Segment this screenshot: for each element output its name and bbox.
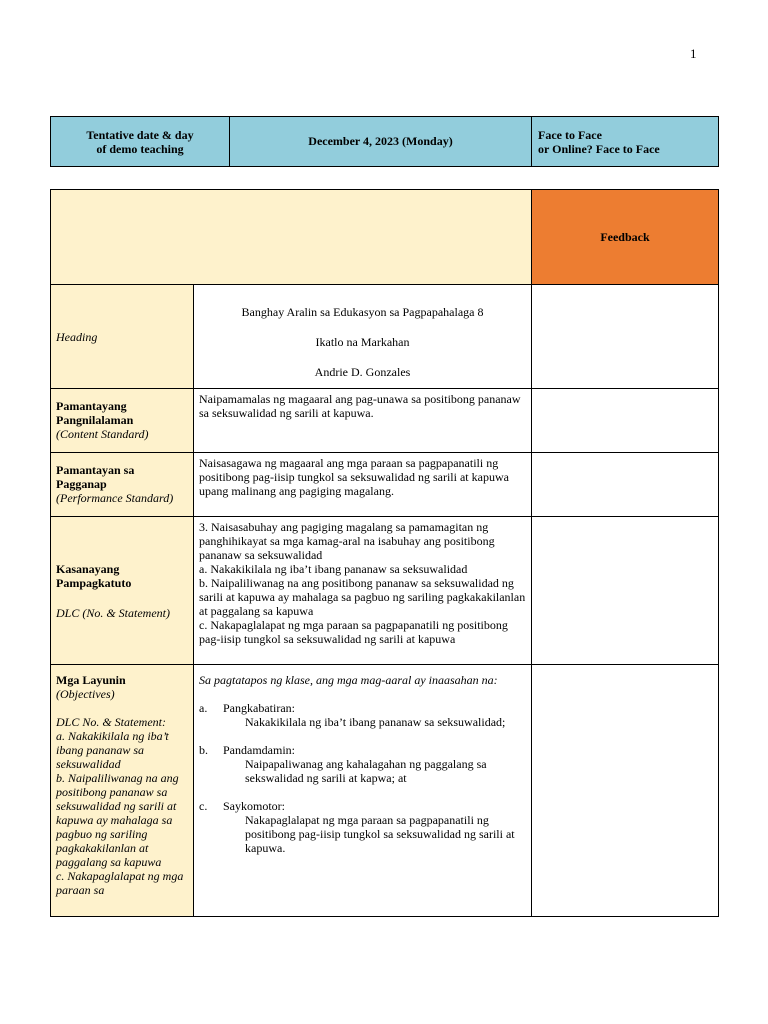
objective-item-cognitive	[199, 701, 526, 729]
demo-mode-line1: Face to Face	[538, 127, 602, 142]
heading-row	[51, 285, 719, 389]
objective-title: Pandamdamin:	[223, 743, 295, 757]
performance-standard-feedback	[532, 453, 719, 517]
content-standard-row	[51, 389, 719, 453]
page-number: 1	[690, 46, 697, 61]
performance-standard-label	[51, 453, 194, 517]
objectives-subtitle: (Objectives)	[56, 687, 115, 701]
content-standard-feedback	[532, 389, 719, 453]
dlc-feedback	[532, 517, 719, 665]
content-standard-text: Naipamamalas ng magaaral ang pag-unawa sa positibong pananaw sa seksuwalidad ng sarili at kapuwa.	[194, 389, 532, 453]
demo-date-label	[51, 117, 230, 167]
objectives-dlc-detail: DLC No. & Statement: a. Nakakikilala ng iba’t ibang pananaw sa seksuwalidad b. Naipaliliwanag na ang positibong pananaw sa seksuwalidad ng sarili at kapuwa ay mahalaga sa pagbuo ng sariling pagkakakilanlan at paggalang sa kapuwa c. Nakapaglalapat ng mga paraan sa	[56, 715, 184, 897]
demo-mode	[532, 117, 719, 167]
performance-standard-title: Pamantayan sa Pagganap	[56, 463, 135, 491]
dlc-row	[51, 517, 719, 665]
objectives-title: Mga Layunin	[56, 673, 126, 687]
performance-standard-subtitle: (Performance Standard)	[56, 491, 174, 505]
objective-letter: b.	[199, 743, 208, 757]
heading-line-quarter: Ikatlo na Markahan	[315, 335, 410, 349]
dlc-line: a. Nakakikilala ng iba’t ibang pananaw sa seksuwalidad	[199, 562, 468, 576]
demo-date-label-line1: Tentative date & day	[86, 127, 194, 142]
objective-item-affective	[199, 743, 526, 785]
dlc-content	[194, 517, 532, 665]
dlc-line: b. Naipaliliwanag na ang positibong pananaw sa seksuwalidad ng sarili at kapuwa ay mahalaga sa pagbuo ng sariling pagkakakilanlan at paggalang sa kapuwa	[199, 576, 526, 618]
heading-line-author: Andrie D. Gonzales	[314, 365, 411, 379]
demo-mode-line2: or Online? Face to Face	[538, 141, 660, 156]
feedback-header: Feedback	[532, 190, 719, 285]
content-standard-title: Pamantayang Pangnilalaman	[56, 399, 134, 427]
objective-letter: c.	[199, 799, 208, 813]
dlc-line: c. Nakapaglalapat ng mga paraan sa pagpapanatili ng positibong pag-iisip tungkol sa seksuwalidad ng sarili at kapuwa	[199, 618, 508, 646]
header-blank-cell	[51, 190, 532, 285]
dlc-subtitle: DLC (No. & Statement)	[56, 605, 170, 620]
objective-text: Nakakikilala ng iba’t ibang pananaw sa seksuwalidad;	[245, 715, 506, 729]
objectives-content	[194, 665, 532, 917]
objectives-intro: Sa pagtatapos ng klase, ang mga mag-aaral ay inaasahan na:	[199, 673, 498, 687]
objectives-row	[51, 665, 719, 917]
dlc-label	[51, 517, 194, 665]
objective-title: Saykomotor:	[223, 799, 285, 813]
objective-text: Nakapaglalapat ng mga paraan sa pagpapanatili ng positibong pag-iisip tungkol sa seksuwalidad ng sarili at kapuwa.	[245, 813, 515, 855]
dlc-title: Kasanayang Pampagkatuto	[56, 561, 132, 590]
objective-item-psychomotor	[199, 799, 526, 855]
objective-letter: a.	[199, 701, 208, 715]
lesson-plan-table	[50, 189, 719, 917]
heading-line-subject: Banghay Aralin sa Edukasyon sa Pagpapahalaga 8	[241, 305, 484, 319]
demo-date-label-line2: of demo teaching	[96, 141, 184, 156]
demo-date-value: December 4, 2023 (Monday)	[230, 117, 532, 167]
objective-text: Naipapaliwanag ang kahalagahan ng paggalang sa sekswalidad ng sarili at kapwa; at	[245, 757, 487, 785]
heading-label: Heading	[51, 285, 194, 389]
objectives-label	[51, 665, 194, 917]
content-standard-label	[51, 389, 194, 453]
performance-standard-row	[51, 453, 719, 517]
objectives-feedback	[532, 665, 719, 917]
content-standard-subtitle: (Content Standard)	[56, 427, 149, 441]
dlc-line: 3. Naisasabuhay ang pagiging magalang sa pamamagitan ng panghihikayat sa mga kamag-aral na isabuhay ang positibong pananaw sa seksuwalidad	[199, 520, 495, 562]
heading-content	[194, 285, 532, 389]
demo-info-table	[50, 116, 719, 167]
objective-title: Pangkabatiran:	[223, 701, 295, 715]
table-header-row	[51, 190, 719, 285]
performance-standard-text: Naisasagawa ng magaaral ang mga paraan sa pagpapanatili ng positibong pag-iisip tungkol sa seksuwalidad ng sarili at kapuwa upang malinang ang pagiging magalang.	[194, 453, 532, 517]
heading-feedback-cell	[532, 285, 719, 389]
